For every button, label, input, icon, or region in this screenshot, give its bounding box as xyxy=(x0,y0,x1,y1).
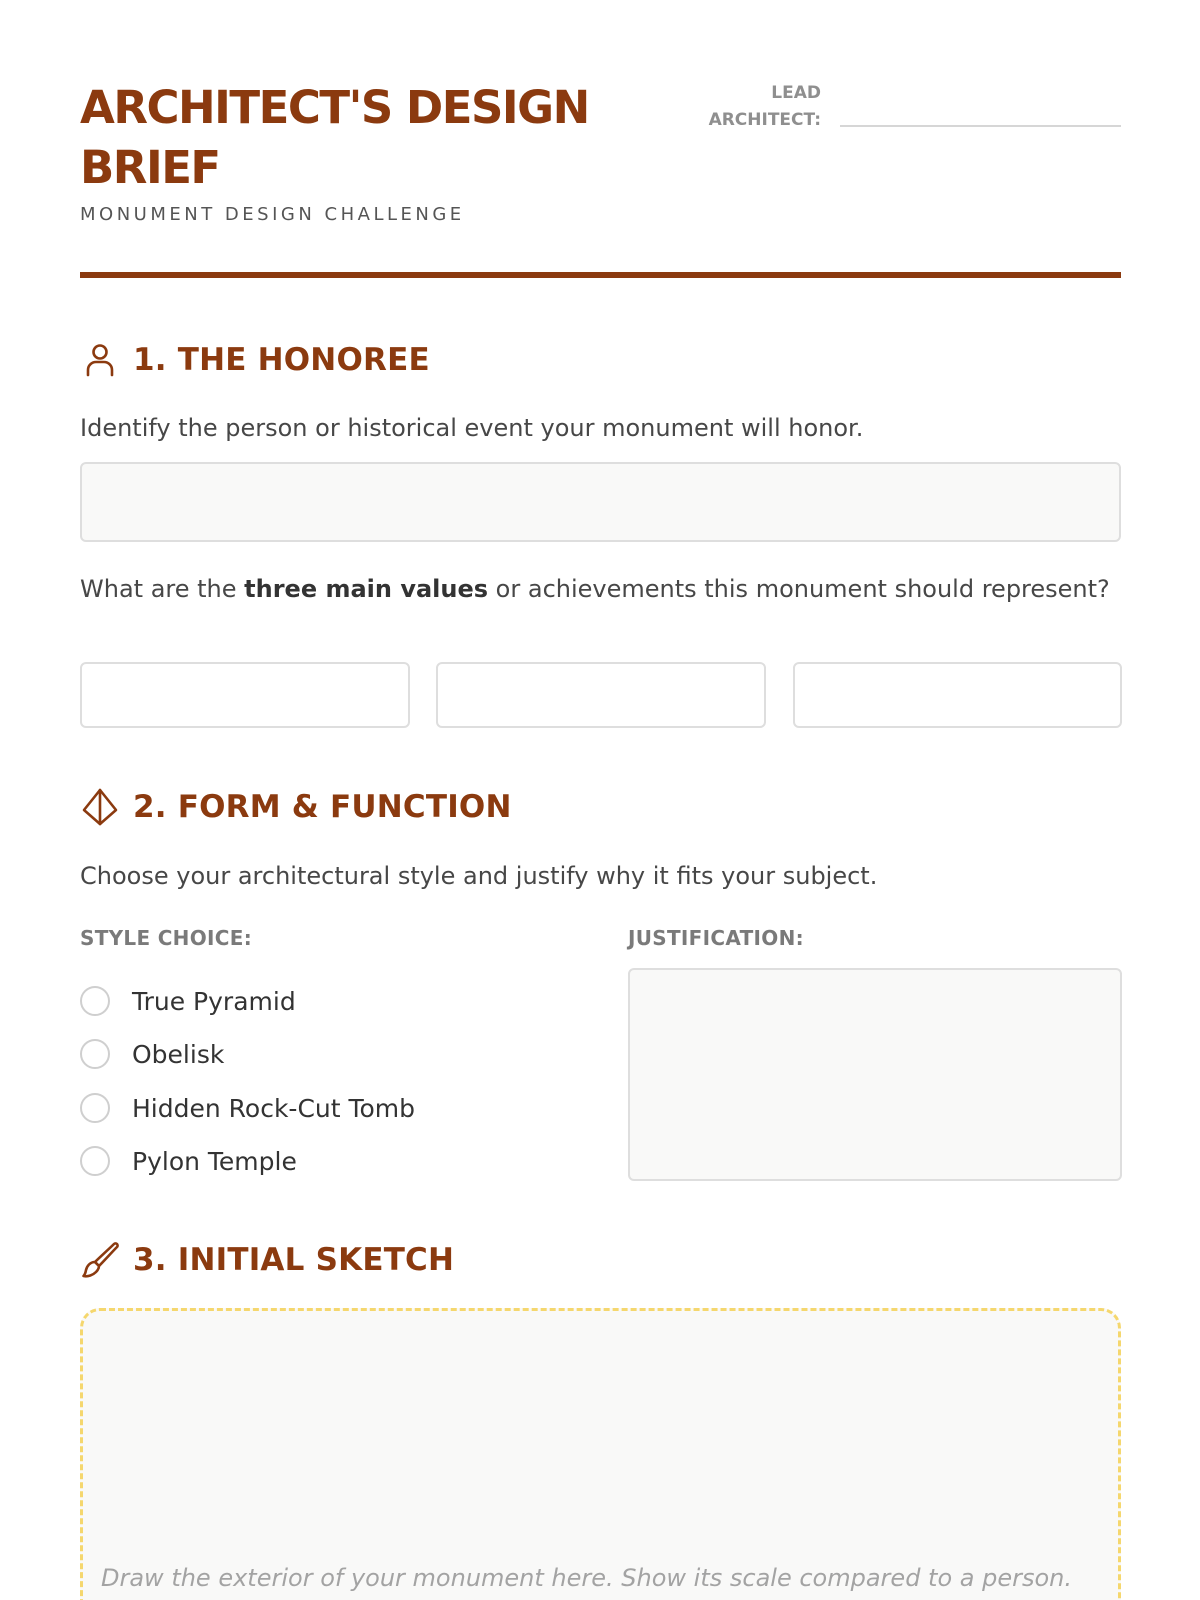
radio-button[interactable] xyxy=(80,1093,110,1123)
style-prompt: Choose your architectural style and justify why it fits your subject. xyxy=(80,862,878,890)
lead-architect-label: LEAD ARCHITECT: xyxy=(708,83,821,130)
radio-button[interactable] xyxy=(80,986,110,1016)
values-prompt-bold: three main values xyxy=(244,575,489,603)
brush-icon xyxy=(80,1240,120,1280)
style-option-hidden-rock-cut-tomb[interactable] xyxy=(80,1090,415,1126)
style-choice-label: STYLE CHOICE: xyxy=(80,926,252,950)
sketch-hint: Draw the exterior of your monument here. Show its scale compared to a person. xyxy=(101,1564,1073,1592)
honoree-input[interactable] xyxy=(80,462,1121,542)
section-sketch-title: 3. INITIAL SKETCH xyxy=(133,1242,455,1278)
section-honoree-title: 1. THE HONOREE xyxy=(133,342,430,378)
style-option-pylon-temple[interactable] xyxy=(80,1143,297,1179)
style-option-label: Hidden Rock-Cut Tomb xyxy=(132,1093,416,1123)
value-input-2[interactable] xyxy=(436,662,766,728)
radio-button[interactable] xyxy=(80,1039,110,1069)
style-option-label: True Pyramid xyxy=(132,986,296,1016)
section-sketch-heading xyxy=(80,1238,454,1282)
style-option-label: Pylon Temple xyxy=(132,1146,297,1176)
section-form-function-heading xyxy=(80,785,512,829)
style-option-obelisk[interactable] xyxy=(80,1036,224,1072)
person-icon xyxy=(80,340,120,380)
values-prompt-start: What are the xyxy=(80,575,245,603)
lead-architect-field[interactable] xyxy=(704,80,1121,140)
pyramid-icon xyxy=(80,787,120,827)
section-honoree-heading xyxy=(80,338,430,382)
sketch-area[interactable] xyxy=(80,1308,1121,1600)
document-subtitle: MONUMENT DESIGN CHALLENGE xyxy=(80,204,465,225)
section-form-function-title: 2. FORM & FUNCTION xyxy=(133,789,512,825)
value-input-1[interactable] xyxy=(80,662,410,728)
header-divider xyxy=(80,272,1121,278)
document-title: ARCHITECT'S DESIGN BRIEF xyxy=(80,81,589,194)
values-prompt-end: or achievements this monument should represent? xyxy=(488,575,1110,603)
honoree-prompt: Identify the person or historical event your monument will honor. xyxy=(80,414,864,442)
values-prompt xyxy=(80,569,1121,609)
lead-architect-input-line[interactable] xyxy=(840,125,1121,127)
style-option-label: Obelisk xyxy=(132,1039,225,1069)
justification-textarea[interactable] xyxy=(628,968,1122,1181)
justification-label: JUSTIFICATION: xyxy=(628,926,804,950)
style-option-true-pyramid[interactable] xyxy=(80,983,296,1019)
radio-button[interactable] xyxy=(80,1146,110,1176)
value-input-3[interactable] xyxy=(793,662,1122,728)
